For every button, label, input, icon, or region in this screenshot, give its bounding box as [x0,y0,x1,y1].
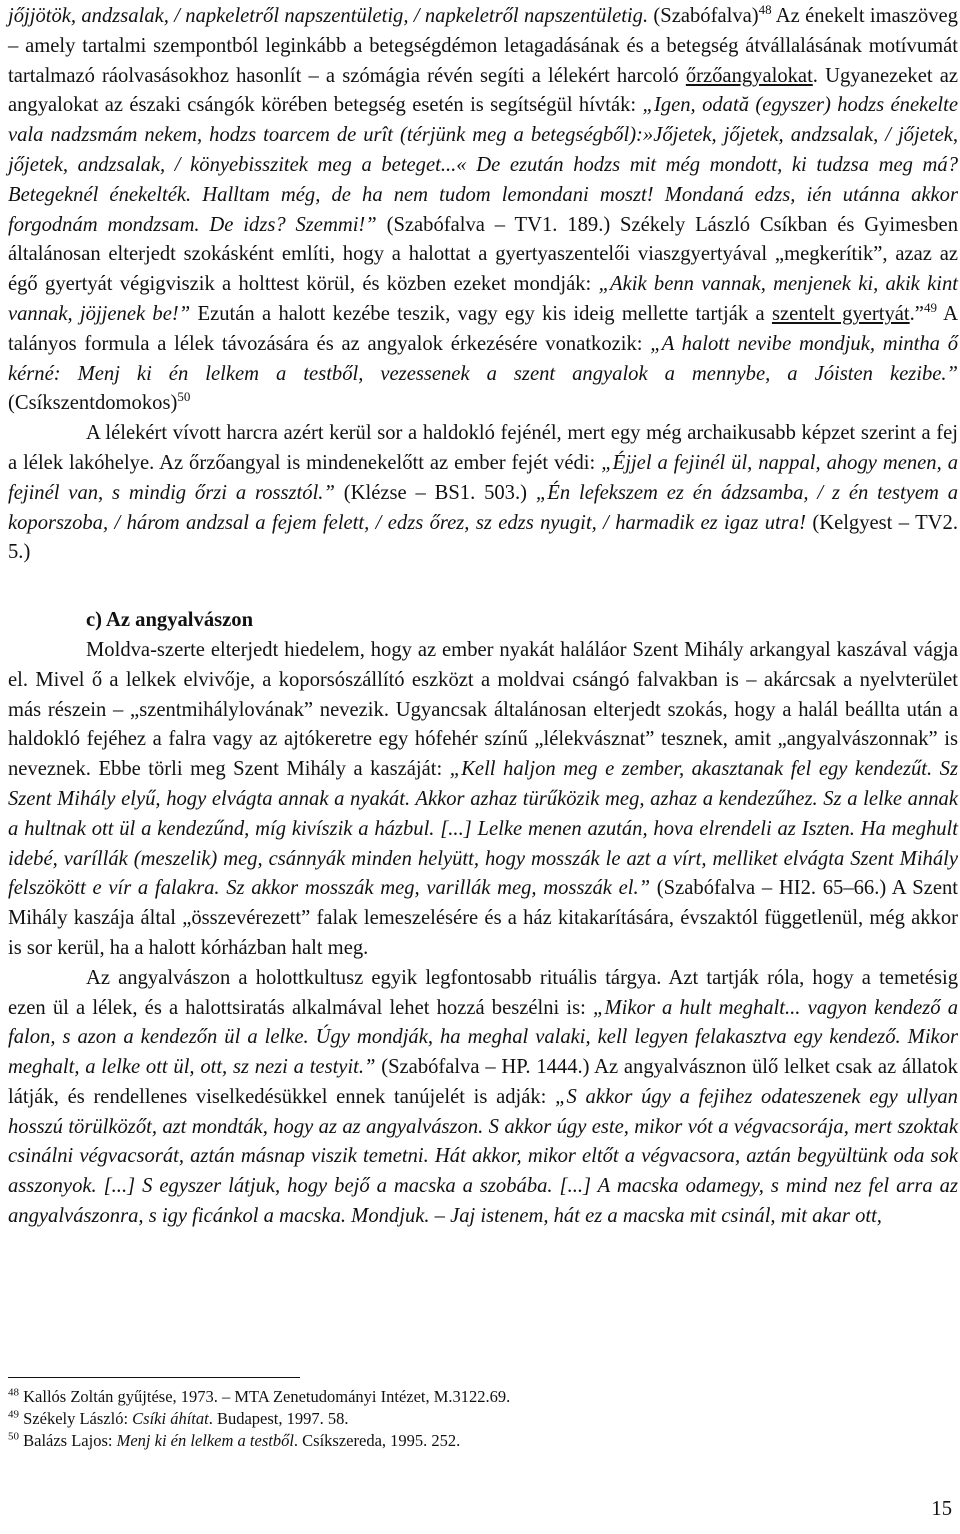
footnote [8,1386,958,1408]
text-run: Kallós Zoltán gyűjtése, 1973. – MTA Zenetudományi Intézet, M.3122.69. [19,1387,511,1406]
text-run: (Kelgyest – TV2. 5.) [8,511,958,564]
text-run: (Szabófalva – HI2. 65–66.) A Szent Mihály kaszája által „összevérezett” falak lemeszelésére és a ház kitakarítására, évszaktól függetlenül, még akkor is sor kerül, ha a halott kórházban halt meg. [8,877,958,959]
footnote-number: 50 [8,1430,19,1443]
text-run: őrzőangyalokat [685,64,813,87]
text-run: .” [909,302,924,325]
footnote-number: 48 [8,1386,19,1399]
text-run: Menj ki én lelkem a testből [116,1431,294,1450]
page-body [8,2,958,1232]
footnote [8,1430,958,1452]
text-run: Balázs Lajos: [19,1431,117,1450]
text-run: (Csíkszentdomokos) [8,392,178,415]
text-run: (Klézse – BS1. 503.) [334,481,536,504]
text-run: A lélekért vívott harcra azért kerül sor a haldokló fejénél, mert egy még archaikusabb képzet szerint a fej a lélek lakóhelye. Az őrzőangyal is mindenekelőtt az ember fejét védi: [8,422,958,474]
paragraph [8,2,958,419]
body-text [8,2,958,568]
text-run: „Akik benn vannak, menjenek ki, akik kint vannak, jöjjenek be!” [8,273,958,325]
footnote-number: 49 [8,1408,19,1421]
text-run: Székely László: [19,1409,133,1428]
text-run: „Igen, odată (egyszer) hodzs énekelte vala nadzsmám nekem, hodzs toarcem de urît (térjünk meg a betegségből):»Jőjetek, jőjetek, andzsalak, / jőjetek, jőjetek, andzsalak, / könyebisszitek meg a beteget...« De ezután hodzs mit még mondott, ki tudzsa meg má? Betegeknél énekelték. Halltam még, de ha nem tudom lemondani moszt! Mondaná edzs, ién utánna akkor forgodnám mondzsam. De idzs? Szemmi!” [8,94,958,236]
footnote-ref: 48 [758,2,772,18]
text-run: (Szabófalva) [648,5,759,27]
text-run: . Budapest, 1997. 58. [208,1409,349,1428]
text-run: (Szabófalva – HP. 1444.) Az angyalvásznon ülő lelket csak az állatok látják, és rendellenes viselkedésükkel ennek tanújelét is adják: [8,1056,958,1108]
text-run: „S akkor úgy a fejihez odateszenek egy ullyan hosszú törülközőt, azt mondták, hogy az az angyalvászon. S akkor úgy este, mikor vót a végvacsorája, mert szoktak csinálni végvacsorát, aztán másnap viszik temetni. Hát akkor, mikor eltőt a végvacsora, aztán begyültünk oda sok asszonyok. [...] S egyszer látjuk, hogy bejő a macska a szobába. [...] A macska odamegy, s mind nez fel arra az angyalvászonra, s igy ficánkol a macska. Mondjuk. – Jaj istenem, hát ez a macska mit csinál, mit akar ott, [8,1085,958,1228]
text-run: „A halott nevibe mondjuk, mintha ő kérné: Menj ki én lelkem a testből, vezessenek a szent angyalok a mennybe, a Jóisten kezibe.” [8,332,958,385]
text-run: „Kell haljon meg e zember, akasztanak fel egy kendezűt. Sz Szent Mihály elyű, hogy elvágta annak a nyakát. Akkor azhaz türűközik meg, azhaz a kendezűhez. Sz a lelke annak a hultnak ott ül a kendezűnd, míg kivíszik a házbul. [...] Lelke menen azután, hova elrendeli az Iszten. Ha meghult idebé, varíllák (meszelik) meg, csánnyák minden helyütt, hogy mosszák le azt a vírt, melliket elvágta Szent Mihály felszökött e vír a falakra. Sz akkor mosszák meg, varillák meg, mosszák el.” [8,758,958,900]
text-run: Az angyalvászon a holottkultusz egyik legfontosabb rituális tárgya. Azt tartják róla, hogy a temetésig ezen ül a lélek, és a halottsiratás alkalmával lehet hozzá beszélni is: [8,966,958,1019]
footnote-separator [8,1377,300,1378]
paragraph [8,964,958,1232]
footnote [8,1408,958,1430]
text-run: szentelt gyertyát [771,302,910,325]
text-run: jőjjötök, andzsalak, / napkeletről napszentületig, / napkeletről napszentületig. [8,5,649,27]
text-run: (Szabófalva – TV1. 189.) Székely László Csíkban és Gyimesben általánosan elterjedt szokásként említi, hogy a halottat a gyertyaszentelői viaszgyertyával „megkerítik”, azaz az égő gyertyát végigviszik a holttest körül, és közben ezeket mondják: [8,213,958,296]
footnote-ref: 50 [177,389,191,405]
text-run: A talányos formula a lélek távozására és az angyalok érkezésére vonatkozik: [8,302,958,355]
text-run: Csíki áhítat [132,1409,209,1428]
text-run: Az énekelt imaszöveg – amely tartalmi szempontból leginkább a betegségdémon letagadásának és a betegség átvállalásának motívumát tartalmazó ráolvasásokhoz hasonlít – a szómágia révén segíti a lélekért harcoló [8,5,958,87]
footnote-ref: 49 [923,300,937,316]
text-run: „Éjjel a fejinél ül, nappal, ahogy menen, a fejinél van, s mindig őrzi a rossztól.” [8,451,958,504]
paragraph [8,636,958,964]
text-run: „Én lefekszem ez én ádzsamba, / z én testyem a koporszoba, / három andzsal a fejem felett, / edzs őrez, sz edzs nyugit, / harmadik ez igaz utra! [8,481,959,534]
section-heading: c) Az angyalvászon [86,609,254,632]
text-run: . Ugyanezeket az angyalokat az északi csángók körében betegség esetén is segítségül hívták: [8,64,958,117]
text-run: . Csíkszereda, 1995. 252. [293,1431,461,1450]
text-run: „Mikor a hult meghalt... vagyon kendező a falon, s azon a kendezőn ül a lelke. Úgy mondják, ha meghal valaki, kell legyen felakasztva egy kendező. Mikor meghalt, a lelke ott ül, ott, sz nezi a testyit.” [8,996,958,1079]
section-body-text [8,636,958,1232]
text-run: Ezután a halott kezébe teszik, vagy egy kis ideig mellette tartják a [190,302,772,325]
text-run: Moldva-szerte elterjedt hiedelem, hogy az ember nyakát haláláor Szent Mihály arkangyal kaszával vágja el. Mivel ő a lelkek elvivője, a koporsószállító eszközt a moldvai csángó falvakban is – akárcsak a nyelvterület más részein – „szentmihálylovának” nevezik. Ugyancsak általánosan elterjedt szokás, hogy a halál beállta után a haldokló fejéhez a falra vagy az ajtókeretre egy hófehér színű „lélekvásznat” tesznek, amit „angyalvászonnak” is neveznek. Ebbe törli meg Szent Mihály a kaszáját: [8,638,958,781]
footnotes [8,1386,958,1452]
paragraph [8,419,958,568]
page-number: 15 [931,1498,952,1520]
